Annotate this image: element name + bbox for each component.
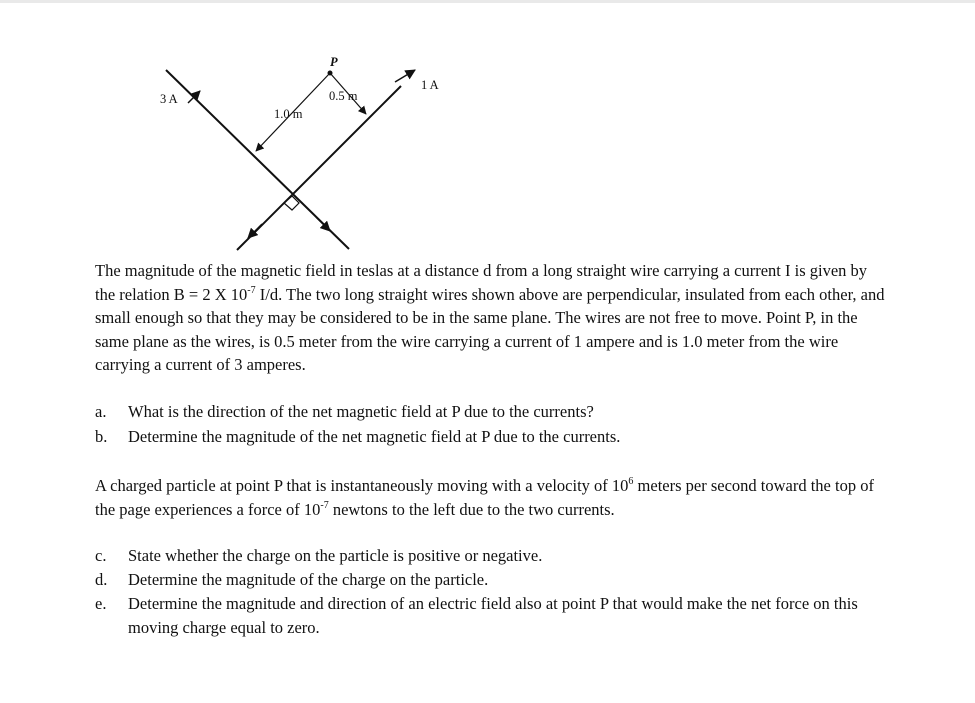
point-p-label: P [330, 55, 338, 69]
wire-1A-arrow-lower [248, 224, 262, 238]
part2-text-3: newtons to the left due to the two currents. [328, 499, 615, 519]
two-wire-diagram [150, 50, 440, 255]
distance-05m-label: 0.5 m [329, 89, 358, 103]
question-text: Determine the magnitude of the net magnetic field at P due to the currents. [128, 427, 621, 446]
question-text: Determine the magnitude and direction of an electric field also at point P that would make the net force on this moving charge equal to zero. [128, 594, 858, 637]
intro-paragraph [95, 259, 885, 377]
top-border [0, 0, 975, 3]
question-letter: a. [95, 402, 107, 421]
wire-1A-arrow [395, 70, 415, 82]
question-text: Determine the magnitude of the charge on the particle. [128, 570, 489, 589]
part2-exponent-force: -7 [320, 499, 329, 511]
question-letter: e. [95, 594, 107, 613]
question-letter: d. [95, 570, 108, 589]
wire-3A-arrow-lower [316, 217, 330, 231]
part2-exponent-velocity: 6 [628, 476, 634, 487]
question-letter: c. [95, 546, 107, 565]
current-1A-label: 1 A [421, 78, 439, 92]
part2-paragraph [95, 474, 885, 521]
intro-text-1: The magnitude of the magnetic field in teslas at a distance d from a long straight wire carrying a current I is given by the relation B = 2 X 10 [95, 261, 868, 304]
intro-exponent: -7 [247, 284, 256, 296]
part2-text-2: meters per second toward the top of the page experiences a force of 10 [95, 476, 874, 519]
question-text: State whether the charge on the particle is positive or negative. [128, 546, 543, 565]
question-text: What is the direction of the net magnetic field at P due to the currents? [128, 402, 594, 421]
current-3A-label: 3 A [160, 92, 178, 106]
question-letter: b. [95, 427, 108, 446]
distance-1m-label: 1.0 m [274, 107, 303, 121]
intro-text-2: I/d. The two long straight wires shown above are perpendicular, insulated from each other, and small enough so that they may be considered to be in the same plane. The wires are not free to move. Point P, in the same plane as the wires, is 0.5 meter from the wire carrying a current of 1 ampere and is 1.0 meter from the wire carrying a current of 3 amperes. [95, 284, 885, 374]
part2-text-1: A charged particle at point P that is instantaneously moving with a velocity of 10 [95, 476, 629, 495]
